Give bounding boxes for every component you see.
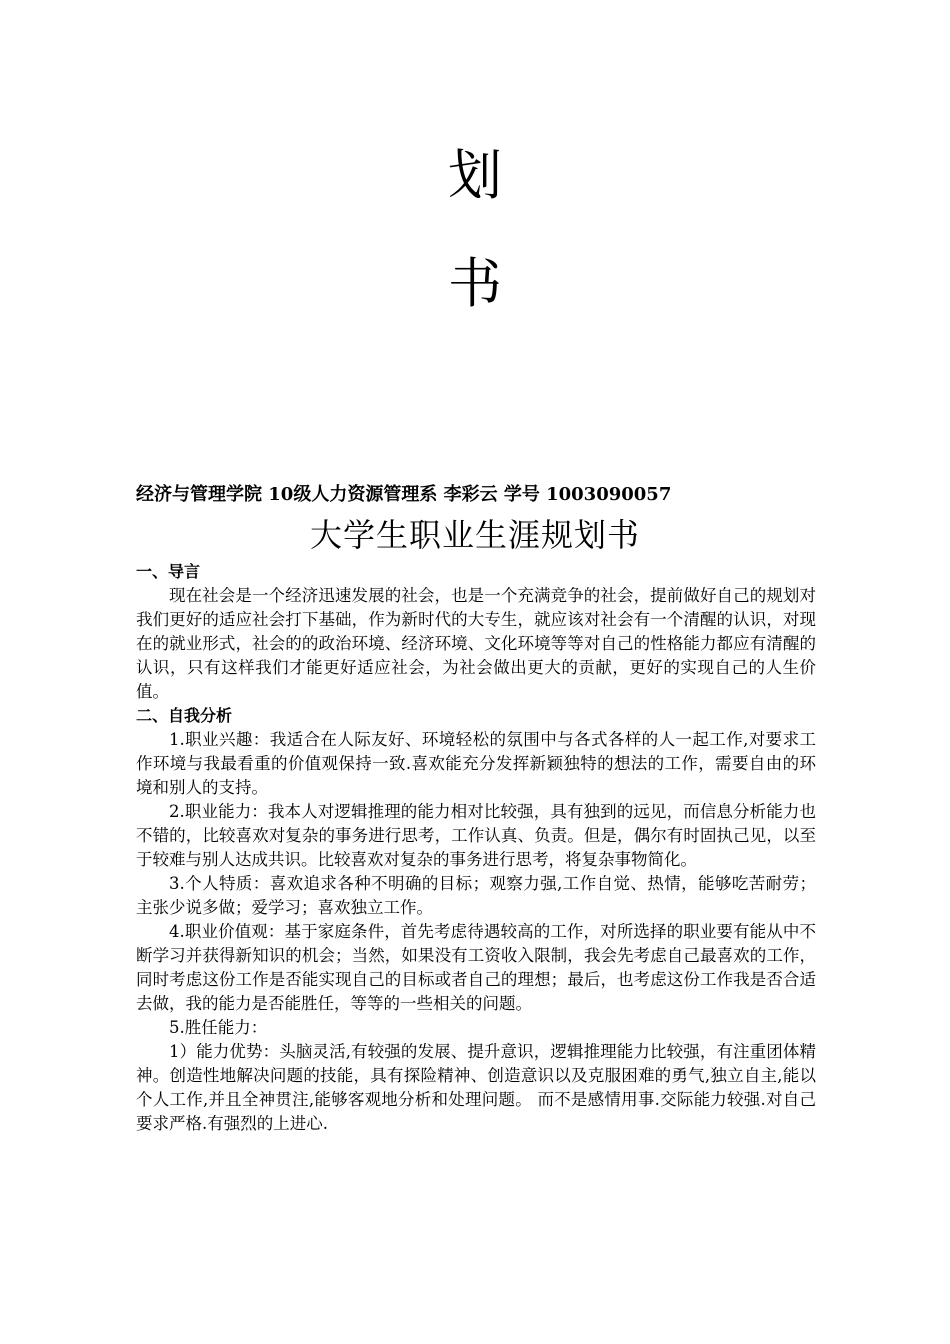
section-heading-self-analysis: 二、自我分析 [136, 706, 233, 725]
paragraph-career-ability: 2.职业能力：我本人对逻辑推理的能力相对比较强，具有独到的远见，而信息分析能力也不错的，比较喜欢对复杂的事务进行思考，工作认真、负责。但是，偶尔有时固执己见，以至于较难与别人达成共识。比较喜欢对复杂的事务进行思考，将复杂事物简化。 [136, 802, 816, 869]
page-title: 大学生职业生涯规划书 [309, 516, 640, 554]
cover-char-1: 划 [448, 144, 502, 207]
cover-char-2: 书 [448, 252, 502, 315]
author-line: 经济与管理学院 10级人力资源管理系 李彩云 学号 1003090057 [136, 484, 672, 505]
paragraph-ability-strengths: 1）能力优势：头脑灵活,有较强的发展、提升意识，逻辑推理能力比较强，有注重团体精神。创造性地解决问题的技能，具有探险精神、创造意识以及克服困难的勇气,独立自主,能以个人工作,并且全神贯注,能够客观地分析和处理问题。 而不是感情用事.交际能力较强.对自己要求严格.有强烈的上进心. [136, 1042, 816, 1133]
paragraph-career-interest: 1.职业兴趣：我适合在人际友好、环境轻松的氛围中与各式各样的人一起工作,对要求工作环境与我最看重的价值观保持一致.喜欢能充分发挥新颖独特的想法的工作，需要自由的环境和别人的支持。 [136, 730, 816, 797]
section-heading-intro: 一、导言 [136, 562, 201, 581]
paragraph-competency-heading: 5.胜任能力： [169, 1018, 268, 1037]
intro-paragraph: 现在社会是一个经济迅速发展的社会，也是一个充满竞争的社会，提前做好自己的规划对我们更好的适应社会打下基础，作为新时代的大专生，就应该对社会有一个清醒的认识，对现在的就业形式，社会的的政治环境、经济环境、文化环境等等对自己的性格能力都应有清醒的认识，只有这样我们才能更好适应社会，为社会做出更大的贡献，更好的实现自己的人生价值。 [136, 586, 816, 701]
document-body [136, 560, 816, 1136]
paragraph-personal-traits: 3.个人特质：喜欢追求各种不明确的目标；观察力强,工作自觉、热情，能够吃苦耐劳；主张少说多做；爱学习；喜欢独立工作。 [136, 874, 816, 917]
paragraph-career-values: 4.职业价值观：基于家庭条件，首先考虑待遇较高的工作，对所选择的职业要有能从中不断学习并获得新知识的机会；当然，如果没有工资收入限制，我会先考虑自己最喜欢的工作，同时考虑这份工作是否能实现自己的目标或者自己的理想；最后，也考虑这份工作我是否合适去做，我的能力是否能胜任，等等的一些相关的问题。 [136, 922, 816, 1013]
